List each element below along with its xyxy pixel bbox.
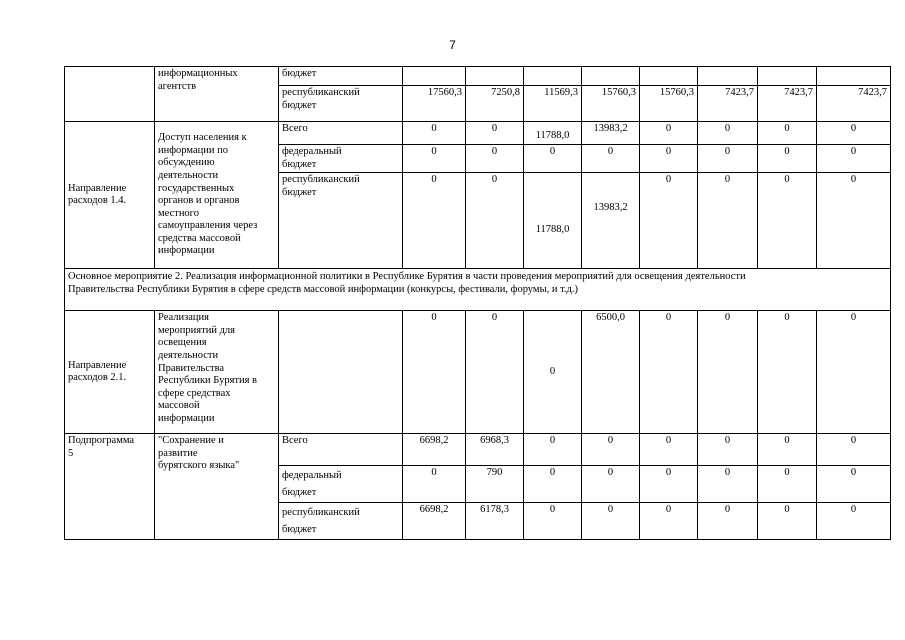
value-cell: 0 [582, 434, 640, 466]
table-row [65, 122, 891, 145]
value-cell: 6698,2 [403, 434, 466, 466]
value-cell: 0 [582, 503, 640, 540]
value-cell: 0 [466, 173, 524, 269]
value-cell: 0 [466, 311, 524, 434]
event-name-cell: информационных агентств [155, 67, 279, 122]
fund-cell: республиканский бюджет [279, 86, 403, 122]
value-cell: 0 [403, 145, 466, 173]
value-cell: 0 [698, 311, 758, 434]
value-cell: 11569,3 [524, 86, 582, 122]
value-cell: 15760,3 [582, 86, 640, 122]
value-cell: 0 [403, 466, 466, 503]
value-cell: 0 [524, 145, 582, 173]
value-cell: 0 [758, 434, 817, 466]
value-cell: 7423,7 [698, 86, 758, 122]
table-row [65, 67, 891, 86]
value-cell: 0 [817, 145, 891, 173]
value-cell: 6698,2 [403, 503, 466, 540]
category-cell: Направление расходов 2.1. [65, 311, 155, 434]
value-cell: 13983,2 [582, 122, 640, 145]
value-cell: 0 [582, 466, 640, 503]
fund-cell: республиканский бюджет [279, 173, 403, 269]
table-row [65, 269, 891, 311]
value-cell: 0 [640, 122, 698, 145]
fund-cell: федеральный бюджет [279, 466, 403, 503]
table-row [65, 311, 891, 434]
main-event-row: Основное мероприятие 2. Реализация информационной политики в Республике Бурятия в части проведения мероприятий для освещения деятельности Правительства Республики Бурятия в сфере средств массовой информации (конкурсы, фестивали, форумы, и т.д.) [65, 269, 891, 311]
value-cell: 0 [524, 434, 582, 466]
value-cell: 0 [817, 434, 891, 466]
value-cell: 0 [758, 145, 817, 173]
event-name-cell: Реализация мероприятий для освещения деятельности Правительства Республики Бурятия в сфере средствах массовой информации [155, 311, 279, 434]
value-cell: 0 [582, 145, 640, 173]
value-cell: 7250,8 [466, 86, 524, 122]
value-cell: 0 [758, 173, 817, 269]
value-cell: 0 [640, 466, 698, 503]
value-cell: 11788,0 [524, 122, 582, 145]
value-cell: 0 [817, 503, 891, 540]
fund-cell [279, 311, 403, 434]
value-cell: 0 [817, 173, 891, 269]
value-cell: 0 [758, 466, 817, 503]
value-cell: 0 [640, 503, 698, 540]
category-cell: Направление расходов 1.4. [65, 122, 155, 269]
value-cell: 0 [640, 311, 698, 434]
value-cell: 0 [817, 466, 891, 503]
value-cell: 6968,3 [466, 434, 524, 466]
value-cell: 0 [524, 466, 582, 503]
fund-cell: Всего [279, 122, 403, 145]
value-cell: 17560,3 [403, 86, 466, 122]
event-name-cell: Доступ населения к информации по обсуждению деятельности государственных органов и органов местного самоуправления через средства массовой информации [155, 122, 279, 269]
value-cell: 0 [817, 122, 891, 145]
value-cell: 0 [758, 122, 817, 145]
value-cell: 0 [640, 434, 698, 466]
value-cell: 7423,7 [758, 86, 817, 122]
value-cell: 0 [698, 122, 758, 145]
value-cell: 0 [524, 311, 582, 434]
value-cell: 13983,2 [582, 173, 640, 269]
value-cell: 0 [817, 311, 891, 434]
value-cell: 0 [758, 503, 817, 540]
value-cell: 0 [758, 311, 817, 434]
value-cell: 6500,0 [582, 311, 640, 434]
budget-table [64, 66, 891, 540]
fund-cell: федеральный бюджет [279, 145, 403, 173]
fund-cell: бюджет [279, 67, 403, 86]
category-cell [65, 67, 155, 122]
value-cell: 0 [698, 466, 758, 503]
value-cell: 0 [403, 173, 466, 269]
value-cell: 0 [403, 122, 466, 145]
table-row [65, 434, 891, 466]
value-cell: 0 [640, 173, 698, 269]
value-cell: 790 [466, 466, 524, 503]
value-cell: 0 [466, 145, 524, 173]
fund-cell: республиканский бюджет [279, 503, 403, 540]
value-cell: 0 [640, 145, 698, 173]
value-cell: 0 [698, 145, 758, 173]
value-cell: 0 [698, 503, 758, 540]
value-cell: 0 [698, 434, 758, 466]
value-cell: 7423,7 [817, 86, 891, 122]
value-cell: 6178,3 [466, 503, 524, 540]
page-number: 7 [449, 38, 456, 52]
value-cell: 0 [466, 122, 524, 145]
value-cell: 0 [698, 173, 758, 269]
value-cell: 0 [524, 503, 582, 540]
value-cell: 11788,0 [524, 173, 582, 269]
category-cell: Подпрограмма 5 [65, 434, 155, 540]
value-cell: 0 [403, 311, 466, 434]
value-cell: 15760,3 [640, 86, 698, 122]
event-name-cell: "Сохранение и развитие бурятского языка" [155, 434, 279, 540]
fund-cell: Всего [279, 434, 403, 466]
